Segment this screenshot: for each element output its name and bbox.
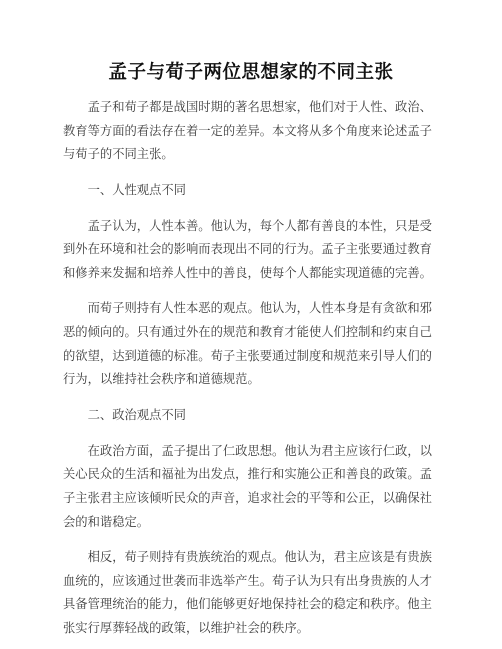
intro-paragraph: 孟子和荀子都是战国时期的著名思想家，他们对于人性、政治、教育等方面的看法存在着一定的差异。本文将从多个角度来论述孟子与荀子的不同主张。 (63, 100, 432, 162)
paragraph-mencius-human-nature: 孟子认为，人性本善。他认为，每个人都有善良的本性，只是受到外在环境和社会的影响而表现出不同的行为。孟子主张要通过教育和修养来发掘和培养人性中的善良，使每个人都能实现道德的完善。 (63, 218, 432, 280)
section-heading-human-nature: 一、人性观点不同 (87, 182, 186, 197)
document-title: 孟子与荀子两位思想家的不同主张 (108, 62, 394, 83)
paragraph-xunzi-human-nature: 而荀子则持有人性本恶的观点。他认为，人性本身是有贪欲和邪恶的倾向的。只有通过外在的规范和教育才能使人们控制和约束自己的欲望，达到道德的标准。荀子主张要通过制度和规范来引导人们的行为，以维持社会秩序和道德规范。 (63, 301, 432, 387)
document-body (63, 96, 436, 641)
paragraph-xunzi-politics: 相反，荀子则持有贵族统治的观点。他认为，君主应该是有贵族血统的，应该通过世袭而非选举产生。荀子认为只有出身贵族的人才具备管理统治的能力，他们能够更好地保持社会的稳定和秩序。他主张实行厚葬轻战的政策，以维护社会的秩序。 (63, 550, 432, 636)
section-heading-politics: 二、政治观点不同 (87, 407, 186, 422)
paragraph-mencius-politics: 在政治方面，孟子提出了仁政思想。他认为君主应该行仁政，以关心民众的生活和福祉为出发点，推行和实施公正和善良的政策。孟子主张君主应该倾听民众的声音，追求社会的平等和公正，以确保社会的和谐稳定。 (63, 443, 432, 529)
